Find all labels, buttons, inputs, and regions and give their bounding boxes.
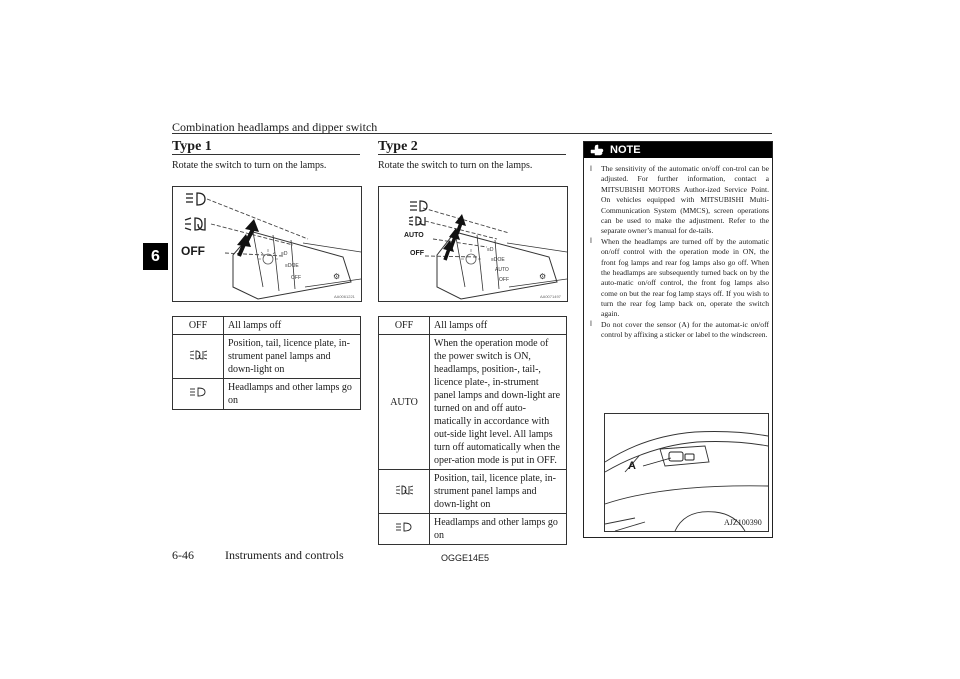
page-number: 6-46	[172, 548, 194, 562]
type2-off-label: OFF	[410, 250, 424, 257]
table-desc: When the operation mode of the power switch is ON, headlamps, position-, tail-, licence plate-, in-strument panel lamps and down-light are turned on and off auto-matically in accordance with out-side light level. All lamps turn off automatically when the oper-ation mode is put in OFF.	[430, 335, 567, 470]
table-key: AUTO	[379, 335, 430, 470]
type1-table	[172, 316, 361, 410]
type2-lead: Rotate the switch to turn on the lamps.	[378, 160, 533, 171]
table-row	[173, 317, 361, 335]
table-desc: All lamps off	[430, 317, 567, 335]
type2-figure-code: AA0071497	[540, 294, 561, 299]
page-header-title: Combination headlamps and dipper switch	[172, 120, 378, 134]
svg-text:≡D: ≡D	[281, 251, 288, 257]
type2-rule	[378, 154, 566, 155]
svg-text:≡D: ≡D	[487, 247, 494, 253]
table-row	[379, 514, 567, 545]
note-body	[590, 164, 769, 341]
bullet-icon: l	[590, 320, 592, 329]
type1-rule	[172, 154, 360, 155]
table-row	[379, 470, 567, 514]
note-hand-icon	[590, 144, 604, 156]
windscreen-sensor-figure	[604, 413, 769, 532]
type2-title: Type 2	[378, 139, 418, 154]
svg-text:⚙: ⚙	[539, 272, 547, 281]
svg-text:⚙: ⚙	[333, 272, 341, 281]
svg-text:OFF: OFF	[291, 275, 301, 281]
note-item-text: The sensitivity of the automatic on/off con-trol can be adjusted. For further information, contact a MITSUBISHI MOTORS Author-ized Service Point. On vehicles equipped with MITSUBISHI Multi-Communication System (MMCS), screen operations can be used to make the adjustment. Refer to the separate owner’s manual for de-tails.	[601, 164, 769, 236]
note-item-text: Do not cover the sensor (A) for the automat-ic on/off control by affixing a sticker or label to the windscreen.	[601, 319, 769, 340]
type1-title: Type 1	[172, 139, 212, 154]
note-item-text: When the headlamps are turned off by the automatic on/off control with the operation mode in ON, the front fog lamps and rear fog lamps also go off. When the headlamps are subsequently turned back on by the auto-matic on/off control, the front fog lamps also come on but the rear fog lamp stays off. If you wish to turn the rear fog lamp back on, operate the switch again.	[601, 236, 769, 319]
bullet-icon: l	[590, 164, 592, 173]
type2-auto-label: AUTO	[404, 232, 424, 239]
note-header	[584, 142, 772, 158]
svg-text:≡DOE: ≡DOE	[285, 263, 299, 269]
svg-text:AUTO: AUTO	[495, 267, 509, 273]
sensor-label-a: A	[628, 460, 636, 472]
table-key: OFF	[379, 317, 430, 335]
type1-off-label: OFF	[181, 244, 205, 258]
type2-table	[378, 316, 567, 545]
position-lamp-icon	[173, 335, 224, 379]
type1-lead: Rotate the switch to turn on the lamps.	[172, 160, 327, 171]
table-row	[173, 335, 361, 379]
table-desc: Headlamps and other lamps go on	[224, 379, 361, 410]
position-lamp-icon	[379, 470, 430, 514]
table-desc: All lamps off	[224, 317, 361, 335]
bullet-icon: l	[590, 237, 592, 246]
footer-code: OGGE14E5	[441, 553, 490, 563]
type2-figure	[378, 186, 568, 302]
header-rule	[172, 133, 772, 134]
table-desc: Position, tail, licence plate, in-strument panel lamps and down-light on	[430, 470, 567, 514]
note-figure-code: AJZ100390	[724, 518, 762, 527]
table-row	[379, 317, 567, 335]
table-desc: Position, tail, licence plate, in-strument panel lamps and down-light on	[224, 335, 361, 379]
table-row	[173, 379, 361, 410]
list-item	[590, 320, 769, 341]
table-row	[379, 335, 567, 470]
table-desc: Headlamps and other lamps go on	[430, 514, 567, 545]
type1-figure-code: AA0061221	[334, 294, 355, 299]
note-heading: NOTE	[610, 144, 641, 156]
headlamp-icon	[173, 379, 224, 410]
svg-text:OFF: OFF	[499, 277, 509, 283]
list-item	[590, 237, 769, 320]
headlamp-icon	[379, 514, 430, 545]
chapter-tab: 6	[143, 243, 168, 270]
svg-text:≡DOE: ≡DOE	[491, 257, 505, 263]
footer-section: Instruments and controls	[225, 548, 344, 562]
list-item	[590, 164, 769, 237]
table-key: OFF	[173, 317, 224, 335]
